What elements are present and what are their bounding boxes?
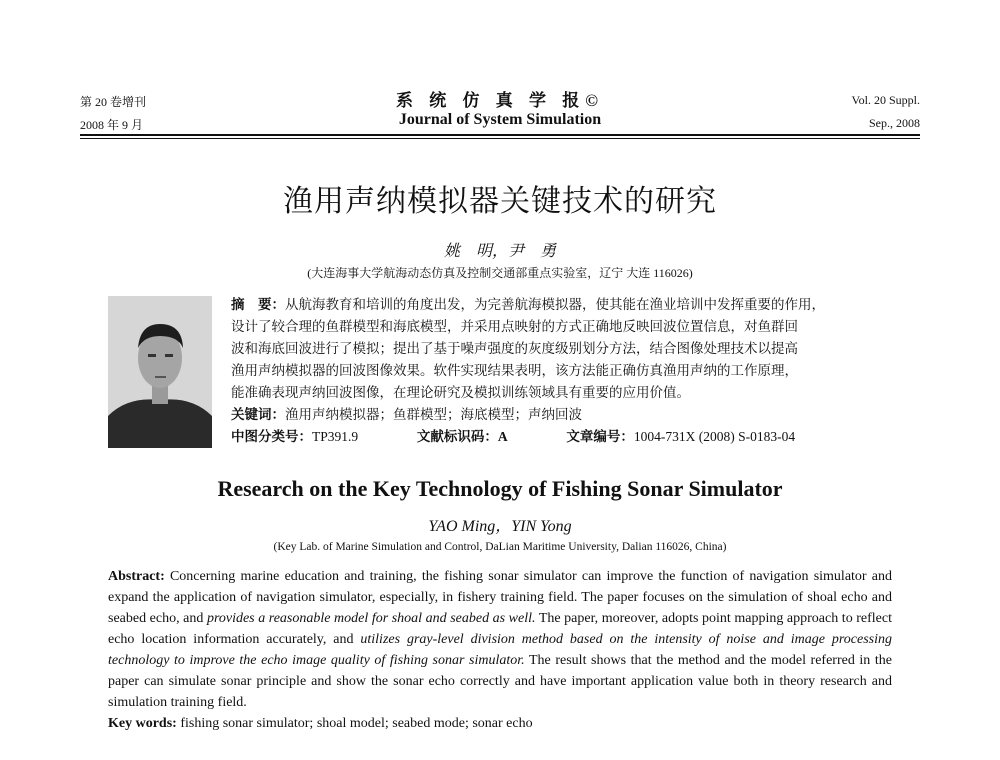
authors-cn: 姚 明，尹 勇 [443, 243, 556, 260]
article-no-label: 文章编号： [566, 429, 634, 444]
issue-date: 2008 年 9 月 [80, 118, 144, 132]
abstract-en-text: The result shows that the method and the model referred in the paper can simulate sonar principle and show the sonar echo correctly and have important application value both in theory research and simulation training field. [108, 653, 892, 710]
header-rule-thin [80, 138, 920, 139]
abstract-en-label: Abstract: [108, 569, 165, 584]
abstract-cn-line: 渔用声纳模拟器的回波图像效果。软件实现结果表明，该方法能正确仿真渔用声纳的工作原理， [231, 363, 798, 379]
clc-value: TP391.9 [312, 429, 359, 444]
article-no-value: 1004-731X (2008) S-0183-04 [633, 429, 796, 444]
abstract-cn-line: 设计了较合理的鱼群模型和海底模型，并采用点映射的方式正确地反映回波位置信息，对鱼群回 [231, 319, 798, 335]
volume-info-en: Vol. 20 Suppl. [851, 93, 920, 107]
doc-code-label: 文献标识码： [416, 429, 498, 444]
author-photo [108, 296, 212, 448]
abstract-en-text: Concerning marine education and training, the fishing sonar simulator can improve the function of navigation simulator and expand the application of navigation simulator, especially, in fishery training field. The paper focuses on the simulation of shoal echo and seabed echo, and [108, 569, 892, 626]
abstract-cn-line: 波和海底回波进行了模拟；提出了基于噪声强度的灰度级别划分方法，结合图像处理技术以提高 [231, 341, 798, 357]
header-rule [80, 134, 920, 136]
keywords-en: fishing sonar simulator; shoal model; seabed mode; sonar echo [176, 716, 533, 731]
affiliation-en: (Key Lab. of Marine Simulation and Control, DaLian Maritime University, Dalian 116026, China) [273, 541, 727, 553]
issue-date-en: Sep., 2008 [869, 116, 920, 130]
paper-title-en: Research on the Key Technology of Fishing Sonar Simulator [217, 476, 783, 501]
abstract-cn-label: 摘 要： [231, 297, 285, 313]
doc-code-value: A [497, 429, 508, 444]
affiliation-cn: (大连海事大学航海动态仿真及控制交通部重点实验室，辽宁 大连 116026) [307, 266, 693, 280]
paper-title-cn: 渔用声纳模拟器关键技术的研究 [283, 185, 717, 218]
keywords-cn-label: 关键词： [231, 407, 285, 423]
abstract-cn [231, 294, 911, 448]
abstract-en [108, 566, 892, 734]
journal-name-en: Journal of System Simulation [398, 111, 602, 128]
keywords-en-label: Key words: [108, 716, 177, 731]
clc-label: 中图分类号： [231, 429, 312, 444]
abstract-en-italic: provides a reasonable model for shoal and seabed as well. [206, 611, 536, 626]
abstract-en-text: The paper, moreover, adopts point mapping approach to reflect echo location information accurately, and [108, 611, 893, 647]
volume-info: 第 20 卷增刊 [80, 95, 147, 109]
abstract-cn-line: 从航海教育和培训的角度出发，为完善航海模拟器，使其能在渔业培训中发挥重要的作用， [285, 297, 825, 313]
abstract-cn-line: 能准确表现声纳回波图像，在理论研究及模拟训练领域具有重要的应用价值。 [231, 385, 690, 401]
journal-name-cn: 系 统 仿 真 学 报© [396, 91, 604, 110]
abstract-en-italic: utilizes gray-level division method based on the intensity of noise and image processing technology to improve the echo image quality of fishing sonar simulator. [108, 632, 893, 668]
authors-en: YAO Ming，YIN Yong [428, 518, 572, 535]
keywords-cn: 渔用声纳模拟器；鱼群模型；海底模型；声纳回波 [285, 407, 582, 423]
